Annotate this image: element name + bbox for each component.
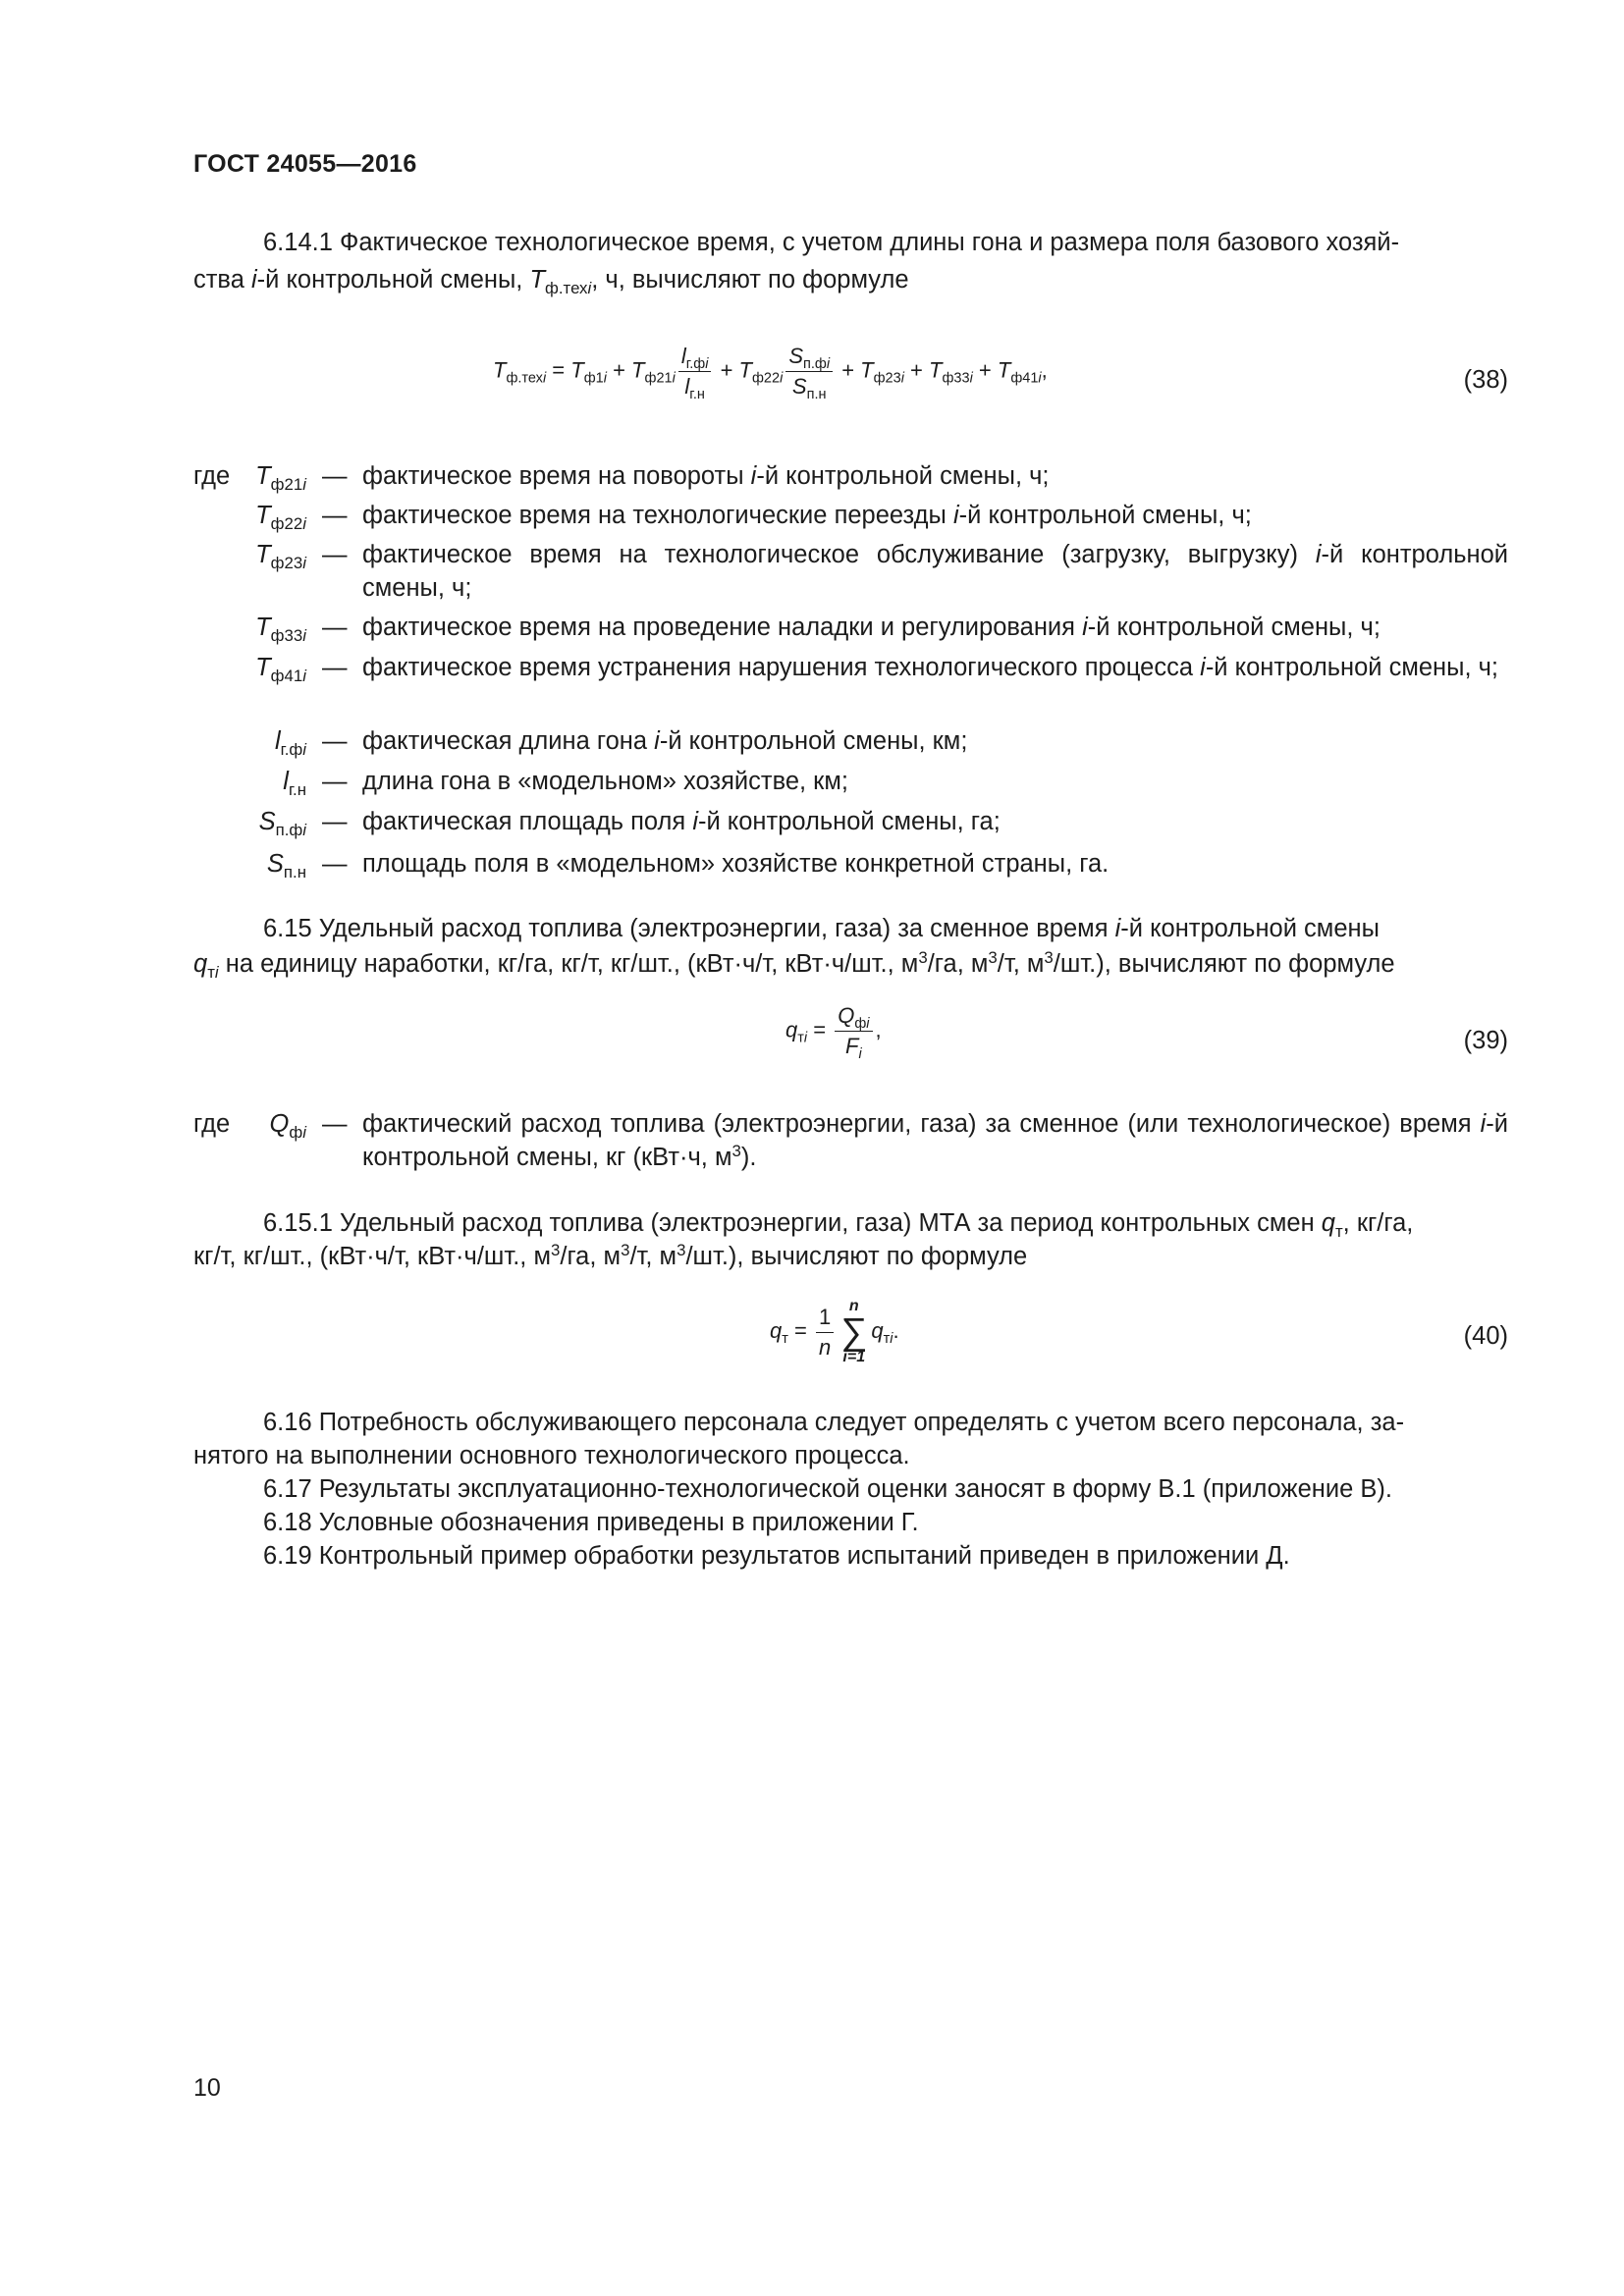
definition-dash: — xyxy=(322,541,348,568)
definition-text: площадь поля в «модельном» хозяйстве конкретной страны, га. xyxy=(362,850,1110,878)
paragraph-6-15-line2: $q_{тi}$ на единицу наработки, кг/га, кг/т, кг/шт., (кВт·ч/т, кВт·ч/шт., $м^3/га$, $м^3/т$, $м^3/шт$.), вычисляют по формуле xyxy=(193,947,1395,982)
definition-symbol: $Т_{ф41i}$ xyxy=(255,654,306,685)
where-label: где xyxy=(193,1110,231,1138)
paragraph-6-19: 6.19 Контрольный пример обработки результатов испытаний приведен в приложении Д. xyxy=(263,1542,1290,1570)
definition-symbol: $Т_{ф23i}$ xyxy=(255,541,306,572)
definition-dash: — xyxy=(322,462,348,490)
paragraph-6-16-line1: 6.16 Потребность обслуживающего персонала следует определять с учетом всего персонала, за- xyxy=(263,1409,1405,1436)
definition-symbol: $Т_{ф22i}$ xyxy=(255,502,306,533)
paragraph-6-18: 6.18 Условные обозначения приведены в приложении Г. xyxy=(263,1509,919,1536)
paragraph-6-15-1-line1: 6.15.1 Удельный расход топлива (электроэнергии, газа) МТА за период контрольных смен $q_т$, кг/га, xyxy=(263,1209,1414,1241)
definition-dash: — xyxy=(322,654,348,681)
paragraph-6-17: 6.17 Результаты эксплуатационно-технологической оценки заносят в форму В.1 (приложение В). xyxy=(263,1475,1392,1503)
definition-dash: — xyxy=(322,502,348,529)
formula-39: $q_{тi}$ = $\frac{Q_{фi}}{F_i}$ , xyxy=(785,1003,882,1063)
definition-text: фактическое время на проведение наладки и регулирования i-й контрольной смены, ч; xyxy=(362,614,1380,641)
definition-symbol: $Т_{ф33i}$ xyxy=(255,614,306,645)
paragraph-6-15-1-line2: кг/т, кг/шт., (кВт·ч/т, кВт·ч/шт., $м^3/га$, $м^3/т$, $м^3/шт$.), вычисляют по формуле xyxy=(193,1240,1028,1270)
definition-text: фактическое время устранения нарушения технологического процесса i-й контрольной смены, ч; xyxy=(362,654,1498,681)
definition-text: фактическая длина гона i-й контрольной смены, км; xyxy=(362,727,968,755)
definition-symbol: $S_{п.н}$ xyxy=(266,850,306,881)
equation-number-39: (39) xyxy=(1463,1027,1508,1054)
definition-text: фактическая площадь поля i-й контрольной смены, га; xyxy=(362,808,1001,835)
definition-symbol: $Q_{фi}$ xyxy=(269,1110,306,1142)
definition-dash: — xyxy=(322,768,348,795)
formula-40: $q_т$ = $\frac{1}{n}$ n ∑ i=1 $q_{тi}$. xyxy=(770,1298,899,1365)
definition-text: длина гона в «модельном» хозяйстве, км; xyxy=(362,768,848,795)
summation-symbol: n ∑ i=1 xyxy=(840,1298,868,1365)
definition-dash: — xyxy=(322,850,348,878)
document-header: ГОСТ 24055—2016 xyxy=(193,150,417,178)
definition-text: фактическое время на повороты i-й контрольной смены, ч; xyxy=(362,462,1050,490)
paragraph-6-14-1-line2: ства i-й контрольной смены, $Т_{ф.техi}$, ч, вычисляют по формуле xyxy=(193,266,909,297)
paragraph-6-16-line2: нятого на выполнении основного технологического процесса. xyxy=(193,1442,910,1469)
definition-text: фактическое время на технологические переезды i-й контрольной смены, ч; xyxy=(362,502,1252,529)
equation-number-40: (40) xyxy=(1463,1322,1508,1350)
definition-symbol: $S_{п.фi}$ xyxy=(258,808,306,839)
equation-number-38: (38) xyxy=(1463,366,1508,394)
definition-symbol: $l_{г.фi}$ xyxy=(274,727,306,759)
page-number: 10 xyxy=(193,2074,221,2102)
paragraph-6-15-line1: 6.15 Удельный расход топлива (электроэнергии, газа) за сменное время i-й контрольной смены xyxy=(263,915,1380,942)
definition-text: фактическое время на технологическое обслуживание (загрузку, выгрузку) i-й контрольной смены, ч; xyxy=(362,541,1508,602)
formula-38: $Т_{ф.техi} = Т_{ф1i} + Т_{ф21i}$ $\frac{l_{г.фi}}{l_{г.н}}$ + $Т_{ф22i}$ $\frac{S_{п.фi}}{S_{п.н}}$ + $Т_{ф23i} + Т_{ф33i} + Т_{ф41i}$, xyxy=(493,344,1048,403)
definition-symbol: $l_{г.н}$ xyxy=(283,768,306,799)
definition-dash: — xyxy=(322,808,348,835)
definition-dash: — xyxy=(322,614,348,641)
where-label: где xyxy=(193,462,231,490)
paragraph-6-14-1-line1: 6.14.1 Фактическое технологическое время, с учетом длины гона и размера поля базового хозяй- xyxy=(263,229,1400,256)
definition-text: фактический расход топлива (электроэнергии, газа) за сменное (или технологическое) время i-й контрольной смены, кг (кВт·ч, $м^3$). xyxy=(362,1110,1508,1171)
definition-symbol: $Т_{ф21i}$ xyxy=(255,462,306,494)
definition-dash: — xyxy=(322,1110,348,1138)
definition-dash: — xyxy=(322,727,348,755)
